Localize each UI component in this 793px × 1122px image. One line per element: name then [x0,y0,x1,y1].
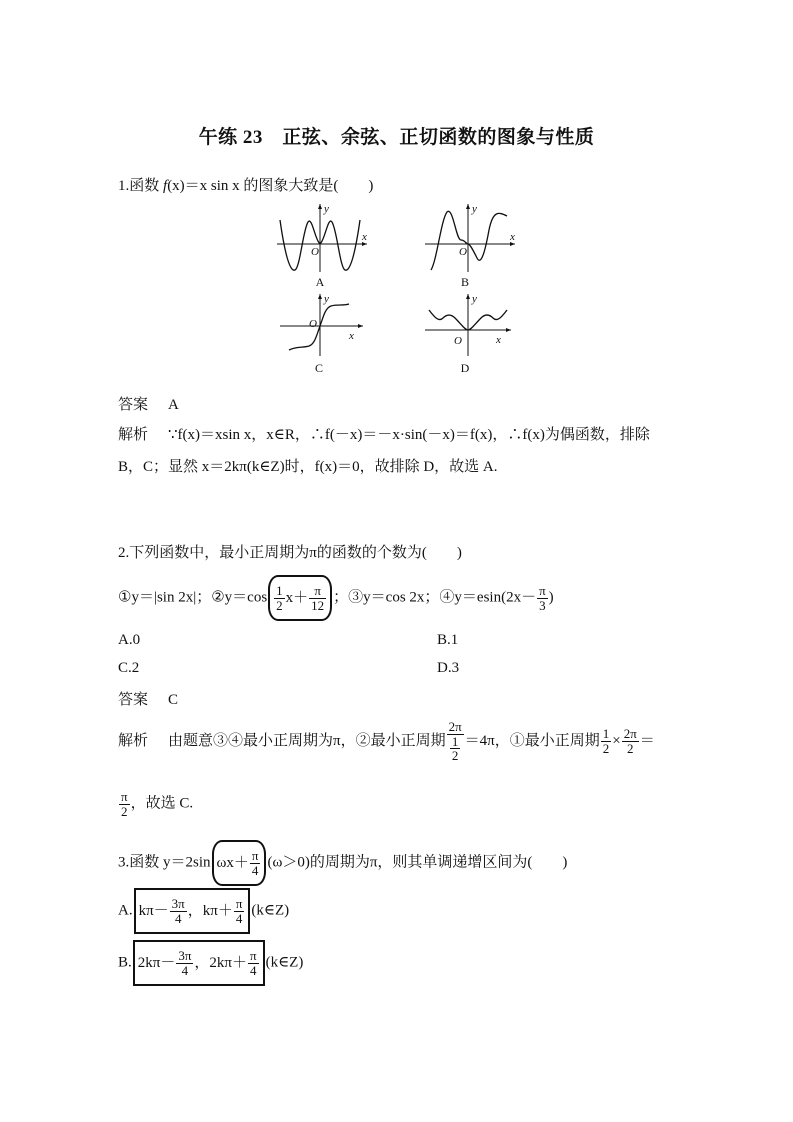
q3-option-b [118,940,303,986]
q2-an-h-num: 1 [602,726,610,742]
q2-an-eq: ＝ [639,732,655,749]
q3-optA-a: kπ－ [138,903,169,919]
q3-option-a [118,888,289,934]
q3-optA-n1: 3π [171,896,185,912]
q3-stem-inner: ωx＋ [216,855,249,871]
q2-an-h-den: 2 [602,740,610,756]
q3-optA-label: A. [118,902,133,919]
q3-optB-a: 2kπ－ [137,955,176,971]
q2-an-t-num: 2π [623,726,637,742]
q2-option-a: A.0 [118,632,141,648]
q2-analysis-line1 [118,720,655,763]
q3-optB-n1: 3π [178,948,192,964]
q1-stem-rest: (x)＝x sin x 的图象大致是( ) [167,178,374,194]
q2-answer-value: C [168,692,179,708]
q1-stem [118,174,373,195]
q1-stem-f: f [163,178,168,194]
q3-stem-pden: 4 [251,863,259,879]
graph-b-curve [431,211,507,270]
q2-f4-end: ) [548,589,554,606]
q1-analysis-line1 [118,423,650,444]
q2-f2-piden: 12 [311,598,325,614]
q1-answer-value: A [168,397,179,413]
q3-stem-a: 3.函数 y＝2sin [118,854,211,871]
q2-option-b: B.1 [437,632,459,648]
graph-d-y-label: y [472,293,477,305]
q3-stem-b: (ω＞0)的周期为π，则其单调递增区间为( ) [267,854,568,871]
q2-analysis-line2 [118,790,193,818]
q2-functions [118,575,554,621]
q2-an2-num: π [121,789,128,804]
q2-func3: ；③y＝cos 2x；④y＝esin(2x－ [333,589,537,606]
q2-an-times: × [612,732,621,749]
q1-answer-label: 答案 [118,397,149,413]
graph-a-origin: O [311,246,319,258]
q2-func2-paren [268,575,332,621]
q3-optA-d1: 4 [174,911,182,927]
graph-a-x-label: x [362,231,367,243]
graph-c [275,290,370,360]
q2-answer-row [118,688,178,709]
q3-stem-paren [212,840,267,886]
q2-f2-num: 1 [276,583,283,599]
q2-option-c: C.2 [118,660,140,676]
q3-stem [118,840,567,886]
graph-b-y-label: y [472,203,477,215]
q3-optA-n2: π [235,896,243,912]
q2-stem: 2.下列函数中，最小正周期为π的函数的个数为( ) [118,545,462,561]
q2-an-frac1 [447,720,464,763]
graph-a-y-label: y [324,203,329,215]
q2-option-d: D.3 [437,660,460,676]
q2-analysis-label: 解析 [118,732,149,749]
graph-d-caption: D [460,361,470,375]
q2-an-t-den: 2 [627,740,634,756]
graph-a-caption: A [315,275,325,289]
graph-d-x-label: x [496,334,501,346]
q1-analysis-text1: ∵f(x)＝xsin x，x∈R，∴f(－x)＝－x·sin(－x)＝f(x)，∴f(x)为偶函数，排除 [168,427,650,443]
q3-optA-d2: 4 [235,911,243,927]
graph-d-origin: O [454,335,462,347]
q1-answer-row [118,393,179,414]
q3-optA-c: (k∈Z) [251,902,290,919]
page-title: 午练 23 正弦、余弦、正切函数的图象与性质 [198,127,595,148]
q3-optB-b: ，2kπ＋ [194,955,247,971]
graph-c-curve [289,304,349,350]
q2-an2-end: ，故选 C. [130,795,194,812]
q1-analysis-label: 解析 [118,427,149,443]
graph-c-caption: C [314,361,323,375]
q3-optB-d1: 4 [181,963,189,979]
q3-optB-bracket [133,940,265,986]
q2-an2-den: 2 [121,803,128,819]
q2-an-f1-den-num: 1 [451,733,459,749]
q2-f4-num: π [539,582,546,598]
graph-b-caption: B [460,275,469,289]
q2-func1: ①y＝|sin 2x|；②y＝cos [118,589,268,606]
q2-f2-x: x＋ [285,590,309,606]
q3-optA-bracket [134,888,251,934]
graph-d [423,290,518,360]
q3-optB-n2: π [250,948,257,964]
graph-b-origin: O [459,246,467,258]
q2-f2-den: 2 [276,598,283,614]
q3-stem-pnum: π [251,848,259,864]
graph-b-x-label: x [510,231,515,243]
q3-optB-c: (k∈Z) [265,954,304,971]
q2-answer-label: 答案 [118,692,149,708]
q3-optB-d2: 4 [250,963,257,979]
q2-an-b: ＝4π，①最小正周期 [464,732,600,749]
graph-c-origin: O [309,318,317,330]
q1-analysis-line2: B，C；显然 x＝2kπ(k∈Z)时，f(x)＝0，故排除 D，故选 A. [118,459,498,475]
q2-f4-den: 3 [539,597,546,613]
q3-optA-b: ，kπ＋ [187,903,233,919]
graph-c-x-label: x [349,330,354,342]
graph-c-y-label: y [324,293,329,305]
q2-an-f1-den-den: 2 [451,748,459,764]
q3-optB-label: B. [118,954,132,971]
q2-an-f1-num: 2π [448,719,462,734]
q1-stem-prefix: 1.函数 [118,178,164,194]
q2-an-a: 由题意③④最小正周期为π，②最小正周期 [168,732,446,749]
q2-f2-pinum: π [309,584,326,599]
